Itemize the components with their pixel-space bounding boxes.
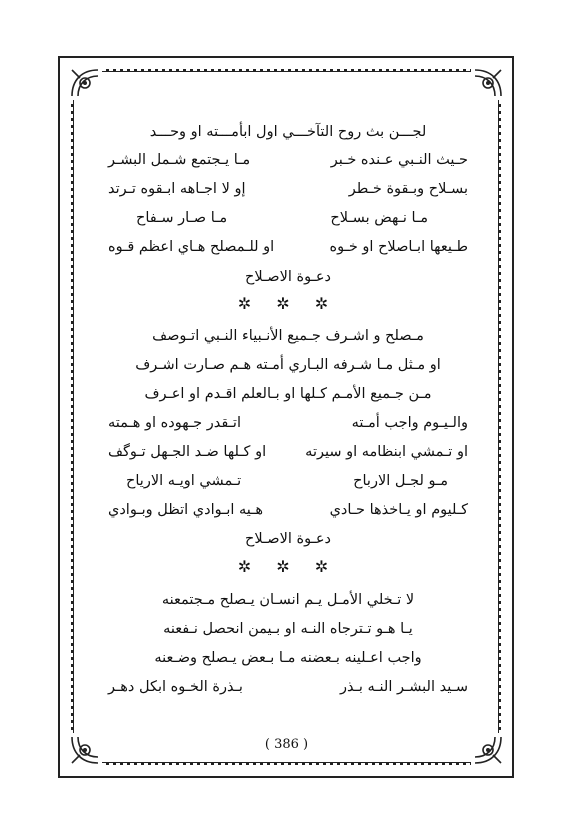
verse-line — [108, 118, 468, 146]
verse-hemistich-right: طـيعها ابـاصلاح او خـوه — [329, 239, 468, 255]
verse-hemistich-right: كـليوم او يـاخذها حـادي — [329, 502, 468, 518]
stars-text: ✲ ✲ ✲ — [237, 557, 339, 576]
section-heading — [108, 525, 468, 553]
verse-line — [108, 615, 468, 643]
verse-hemistich-right: حـيث النـبي عـنده خـبر — [330, 152, 468, 168]
heading-text: دعـوة الاصـلاح — [245, 531, 331, 547]
verse-text: مـن جـميع الأمـم كـلها او بـالعلم اقـدم او اعـرف — [144, 386, 432, 402]
verse-line — [108, 586, 468, 614]
page-number: ( 386 ) — [264, 737, 309, 752]
verse-hemistich-left: هـيه ابـوادي اتظل وبـوادي — [108, 502, 264, 518]
verse-line — [108, 233, 468, 261]
verse-line — [108, 175, 468, 203]
verse-hemistich-right: والـيـوم واجب أمـته — [351, 415, 468, 431]
verse-text: لجـــن بث روح التآخـــي اول ابأمـــته او وحـــد — [149, 124, 427, 140]
heading-text: دعـوة الاصـلاح — [245, 269, 331, 285]
verse-line — [108, 438, 468, 466]
verse-line — [108, 673, 468, 701]
verse-hemistich-left: بـذرة الخـوه ابكل دهـر — [108, 679, 243, 695]
verse-text: مـصلح و اشـرف جـميع الأنـبياء النـبي اتـوصف — [152, 328, 424, 344]
verse-text: لا تـخلي الأمـل يـم انسـان يـصلح مـجتمعنه — [161, 592, 415, 608]
verse-hemistich-left: او كـلها ضـد الجـهل تـوگف — [108, 444, 267, 460]
verse-hemistich-left: إو لا اجـاهه ابـقوه تـرتد — [108, 181, 246, 197]
corner-ornament-icon — [471, 66, 505, 100]
verse-line — [108, 496, 468, 524]
verse-text: يـا هـو تـترجاه النـه او بـيمن انحصل نـفعنه — [163, 621, 413, 637]
verse-hemistich-left: مـا صـار سـفاح — [136, 210, 228, 226]
verse-hemistich-right: سـيد البشـر النـه بـذر — [340, 679, 468, 695]
verse-line — [108, 204, 468, 232]
section-heading — [108, 263, 468, 291]
verse-line — [108, 380, 468, 408]
verse-hemistich-left: اتـقدر جـهوده او هـمته — [108, 415, 241, 431]
verse-line — [108, 322, 468, 350]
star-divider-icon — [108, 290, 468, 318]
verse-line — [108, 644, 468, 672]
verse-hemistich-left: تـمشي اويـه الارياح — [126, 473, 242, 489]
stars-text: ✲ ✲ ✲ — [237, 294, 339, 313]
verse-text: او مـثل مـا شـرفه البـاري أمـته هـم صـارت اشـرف — [135, 357, 441, 373]
verse-hemistich-right: مـو لجـل الارباح — [353, 473, 448, 489]
verse-hemistich-right: او تـمشي ابنظامه او سيرته — [305, 444, 468, 460]
corner-ornament-icon — [68, 66, 102, 100]
verse-line — [108, 146, 468, 174]
verse-text: واجب اعـلينه بـعضنه مـا بـعض يـصلح وضـعنه — [154, 650, 422, 666]
verse-hemistich-right: مـا نـهض بسـلاح — [330, 210, 428, 226]
verse-line — [108, 351, 468, 379]
star-divider-icon — [108, 553, 468, 581]
verse-line — [108, 409, 468, 437]
verse-line — [108, 467, 468, 495]
verse-hemistich-left: او للـمصلح هـاي اعظم قـوه — [108, 239, 275, 255]
verse-hemistich-left: مـا يـجتمع شـمل البشـر — [108, 152, 251, 168]
verse-hemistich-right: بسـلاح وبـقوة خـطر — [348, 181, 468, 197]
